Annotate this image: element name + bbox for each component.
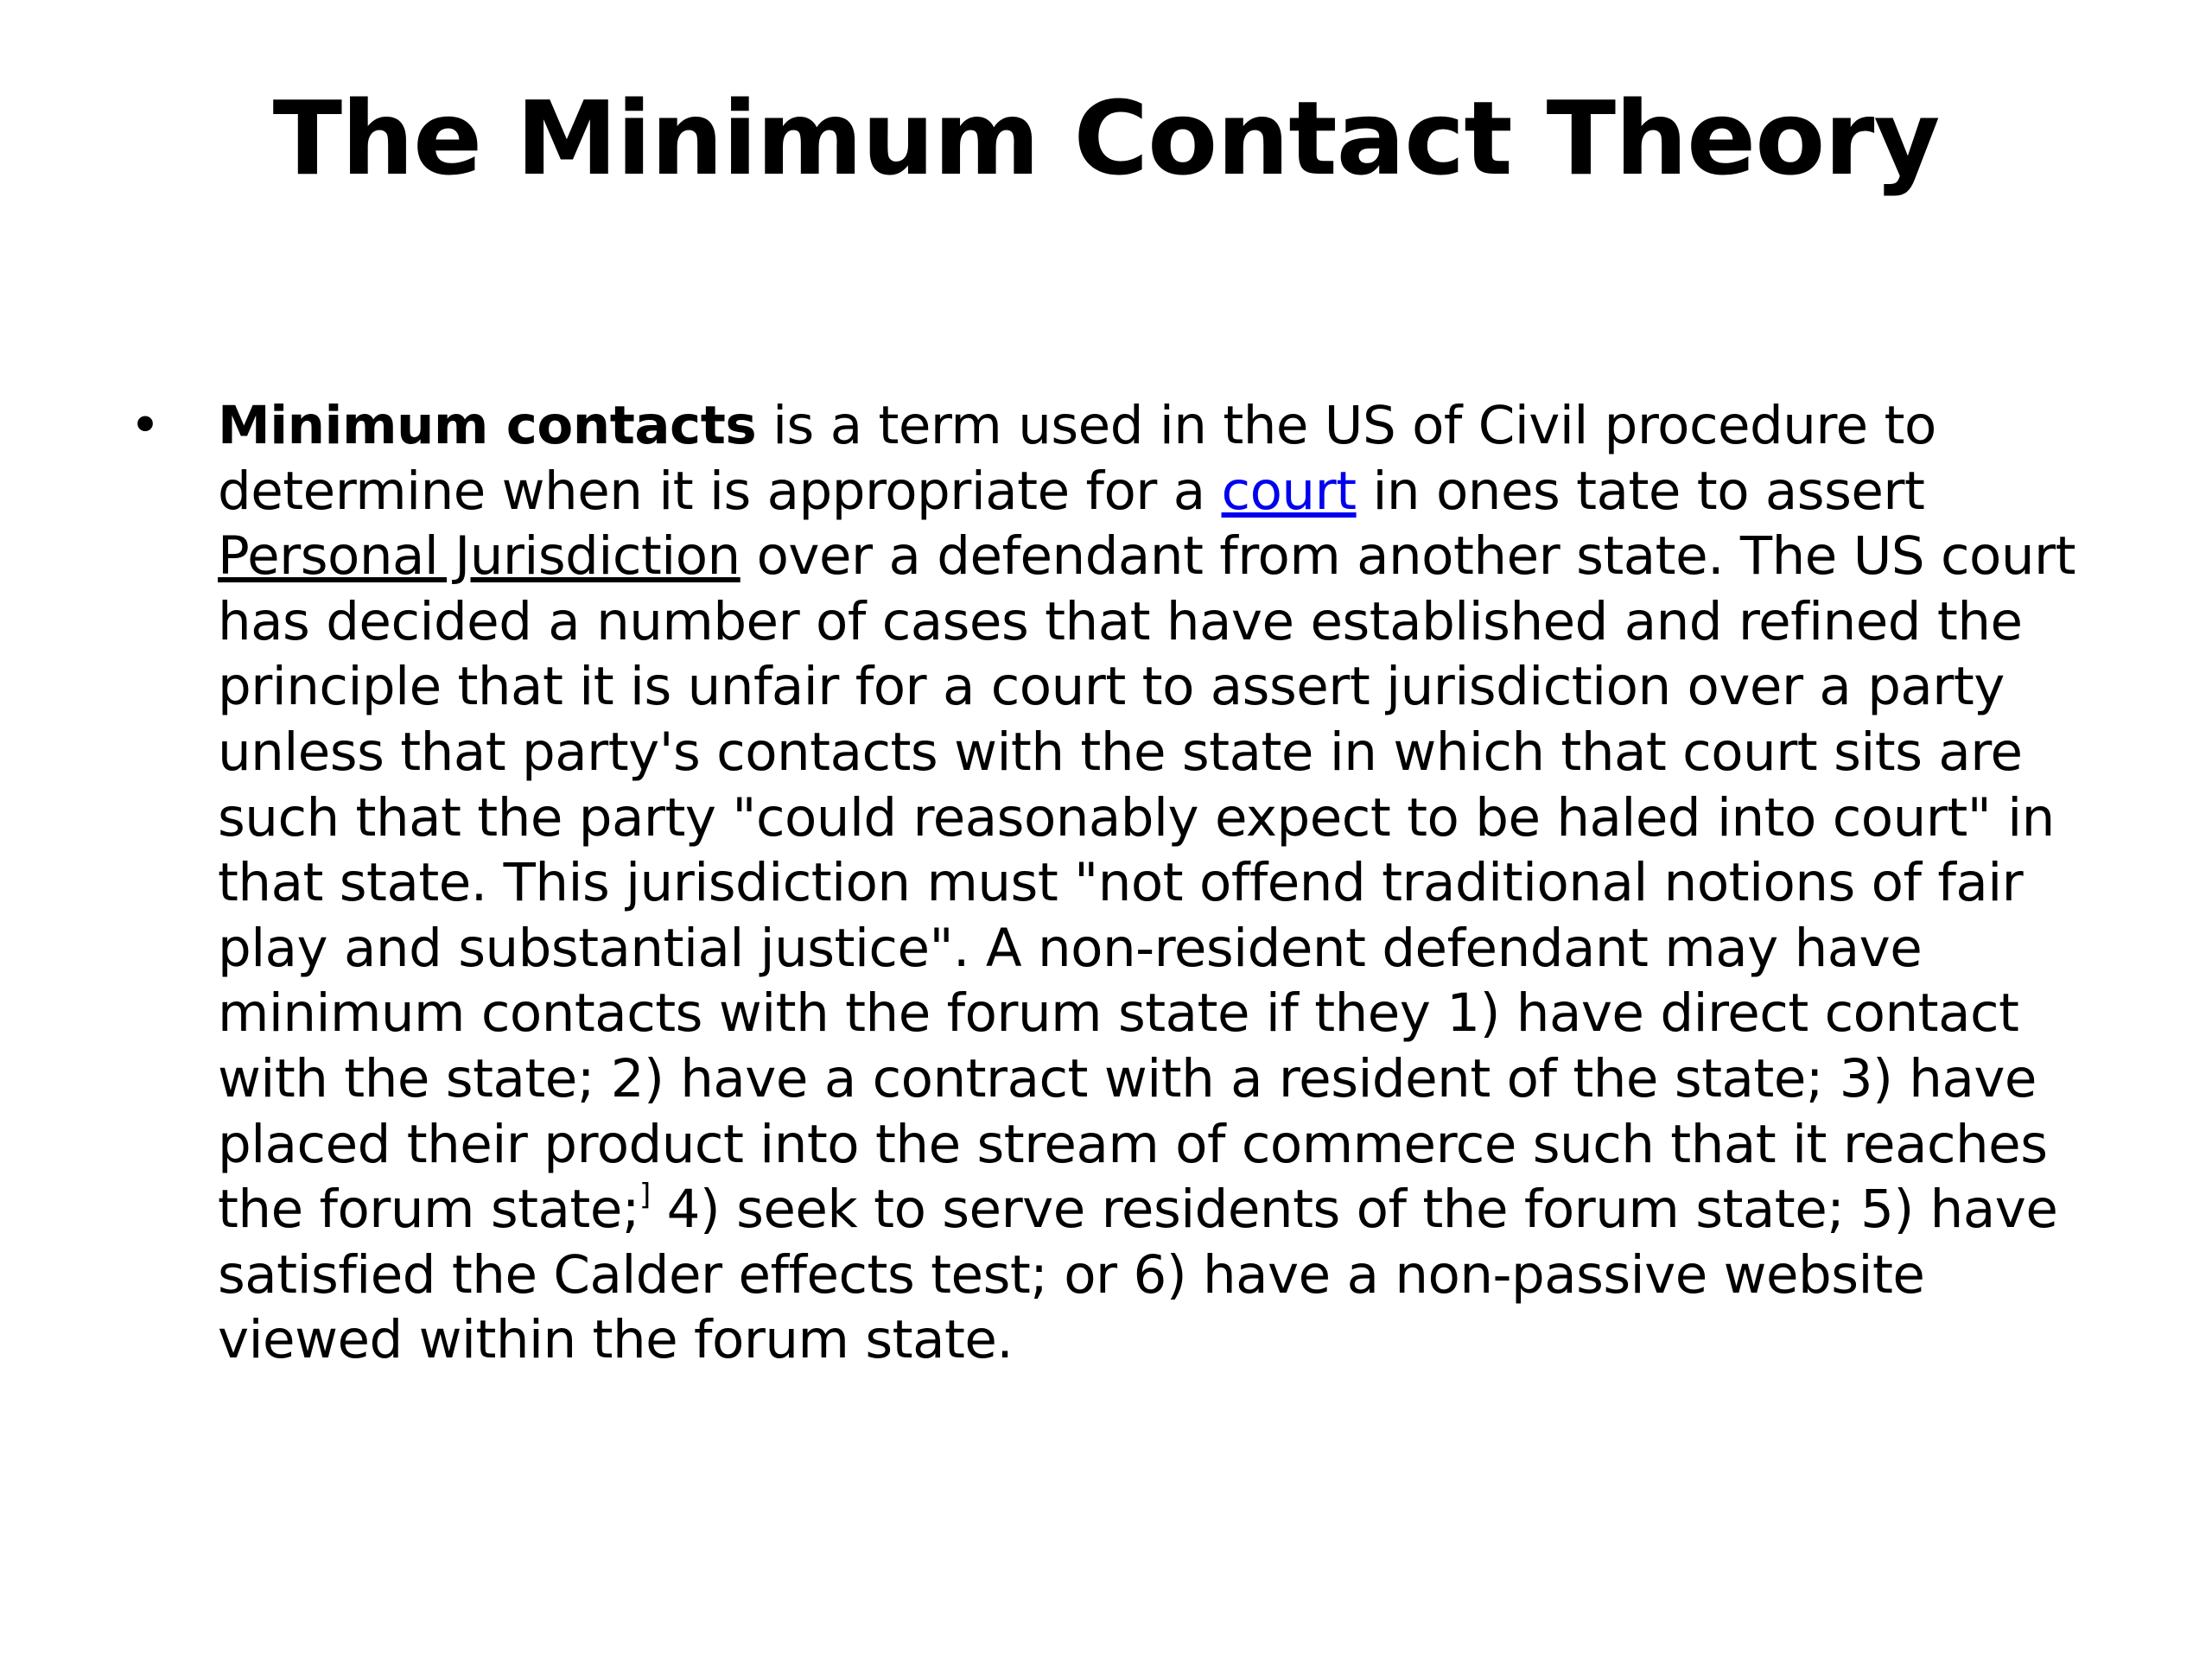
bullet-item bbox=[130, 393, 2117, 1373]
personal-jurisdiction-link[interactable]: Personal Jurisdiction bbox=[218, 525, 741, 588]
body-text-part-1: is a term used in the US of Civil procedure to determine when it is appropriate for a bbox=[218, 395, 1936, 522]
slide-title: The Minimum Contact Theory bbox=[272, 79, 1940, 198]
body-text-part-3: over a defendant from another state. The US court has decided a number of cases that have established and refined the principle that it is unfair for a court to assert jurisdiction over a party unless that party's contacts with the state in which that court sits are such that the party "could reasonably expect to be haled into court" in that state. This jurisdiction must "not offend traditional notions of fair play and substantial justice". A non-resident defendant may have minimum contacts with the forum state if they 1) have direct contact with the state; 2) have a contract with a resident of the state; 3) have placed their product into the stream of commerce such that it reaches the forum state; bbox=[218, 525, 2075, 1241]
body-text-part-2: in ones tate to assert bbox=[1356, 460, 1925, 522]
reference-mark: ] bbox=[639, 1178, 651, 1213]
term-minimum-contacts: Minimum contacts bbox=[218, 395, 757, 456]
bullet-text bbox=[218, 395, 2075, 1370]
slide-body bbox=[130, 393, 2117, 1373]
body-text-part-4: 4) seek to serve residents of the forum state; 5) have satisfied the Calder effects test; or 6) have a non-passive website viewed within the forum state. bbox=[218, 1179, 2058, 1371]
bullet-icon: • bbox=[130, 395, 161, 456]
court-link[interactable]: court bbox=[1221, 460, 1357, 522]
